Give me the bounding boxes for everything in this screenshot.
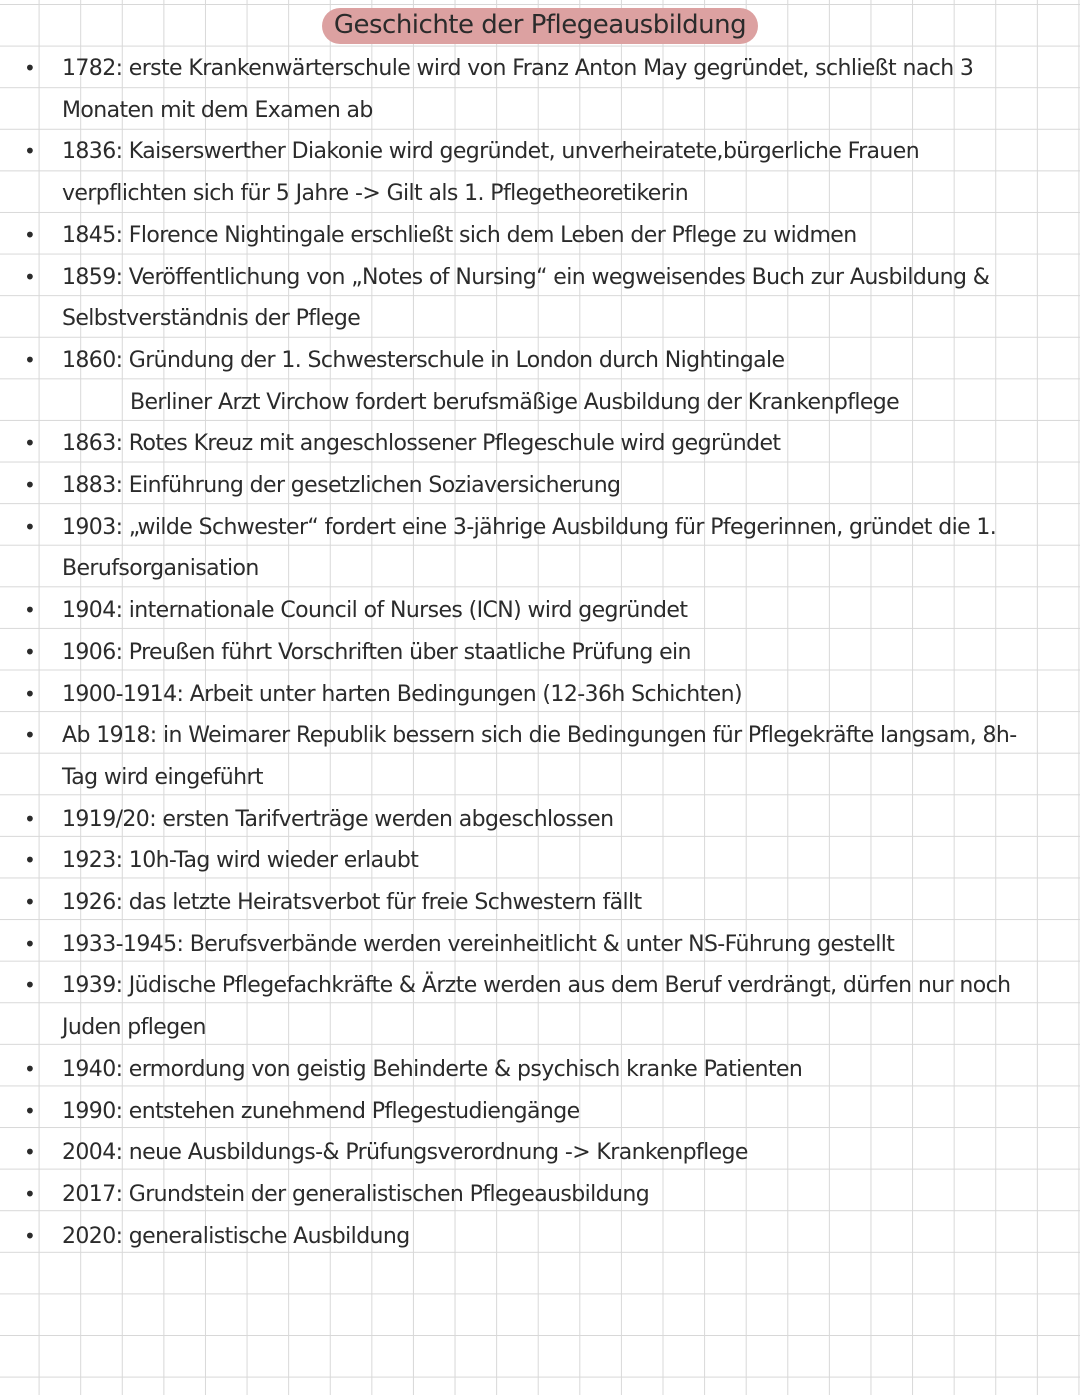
list-item xyxy=(0,1132,1080,1174)
list-item-text: 2004: neue Ausbildungs-& Prüfungsverordnung -> Krankenpflege xyxy=(62,1140,748,1166)
list-item xyxy=(0,215,1080,257)
list-item-text: 2017: Grundstein der generalistischen Pflegeausbildung xyxy=(62,1181,650,1207)
list-item xyxy=(0,1216,1080,1258)
list-item-text: 1859: Veröffentlichung von „Notes of Nursing“ ein wegweisendes Buch zur Ausbildung & Selbstverständnis der Pflege xyxy=(62,264,990,332)
list-item-text: 1904: internationale Council of Nurses (ICN) wird gegründet xyxy=(62,598,688,624)
list-item-text: 1903: „wilde Schwester“ fordert eine 3-jährige Ausbildung für Pfegerinnen, gründet die 1. Berufsorganisation xyxy=(62,514,997,582)
list-item-text: Ab 1918: in Weimarer Republik bessern sich die Bedingungen für Pflegekräfte langsam, 8h- Tag wird eingeführt xyxy=(62,723,1017,790)
list-item-text: 1940: ermordung von geistig Behinderte & psychisch kranke Patienten xyxy=(62,1056,803,1082)
list-item xyxy=(0,924,1080,966)
list-item-text: 1782: erste Krankenwärterschule wird von Franz Anton May gegründet, schließt nach 3 Monaten mit dem Examen ab xyxy=(62,56,974,123)
list-item xyxy=(0,882,1080,924)
list-item xyxy=(0,507,1080,590)
list-item-text: 1933-1945: Berufsverbände werden vereinheitlicht & unter NS-Führung gestellt xyxy=(62,931,895,957)
list-item-text: 1926: das letzte Heiratsverbot für freie Schwestern fällt xyxy=(62,890,642,916)
list-item xyxy=(0,1091,1080,1133)
list-item xyxy=(0,840,1080,882)
list-item xyxy=(0,1174,1080,1216)
list-item-text: 1923: 10h-Tag wird wieder erlaubt xyxy=(62,848,419,874)
list-item-text: 1990: entstehen zunehmend Pflegestudiengänge xyxy=(62,1098,580,1124)
list-item-text: 1863: Rotes Kreuz mit angeschlossener Pflegeschule wird gegründet xyxy=(62,431,781,457)
list-item-text: 1845: Florence Nightingale erschließt sich dem Leben der Pflege zu widmen xyxy=(62,222,857,248)
list-item xyxy=(0,465,1080,507)
list-item-text: 1939: Jüdische Pflegefachkräfte & Ärzte werden aus dem Beruf verdrängt, dürfen nur noch Juden pflegen xyxy=(62,973,1011,1041)
list-item-text: 1900-1914: Arbeit unter harten Bedingungen (12-36h Schichten) xyxy=(62,681,742,707)
list-item-text: 1860: Gründung der 1. Schwesterschule in London durch Nightingale xyxy=(62,347,785,373)
timeline-list xyxy=(0,48,1080,1257)
list-item xyxy=(0,1049,1080,1091)
list-item xyxy=(0,340,1080,423)
list-item xyxy=(0,965,1080,1048)
list-item-text: 2020: generalistische Ausbildung xyxy=(62,1223,410,1249)
list-item-text: 1919/20: ersten Tarifverträge werden abgeschlossen xyxy=(62,806,614,832)
list-item-text: 1906: Preußen führt Vorschriften über staatliche Prüfung ein xyxy=(62,639,691,665)
list-item xyxy=(0,674,1080,716)
list-item xyxy=(0,257,1080,340)
list-item xyxy=(0,590,1080,632)
list-item-text: 1883: Einführung der gesetzlichen Soziaversicherung xyxy=(62,473,621,499)
title-container xyxy=(0,8,1080,44)
list-item xyxy=(0,48,1080,131)
list-item xyxy=(0,131,1080,214)
list-item xyxy=(0,632,1080,674)
list-item xyxy=(0,715,1080,798)
page-title: Geschichte der Pflegeausbildung xyxy=(322,8,758,44)
list-item-text: 1836: Kaiserswerther Diakonie wird gegründet, unverheiratete,bürgerliche Frauen verpflichten sich für 5 Jahre -> Gilt als 1. Pflegetheoretikerin xyxy=(62,139,920,207)
list-item xyxy=(0,423,1080,465)
list-item-subtext: Berliner Arzt Virchow fordert berufsmäßige Ausbildung der Krankenpflege xyxy=(130,389,900,415)
list-item xyxy=(0,799,1080,841)
